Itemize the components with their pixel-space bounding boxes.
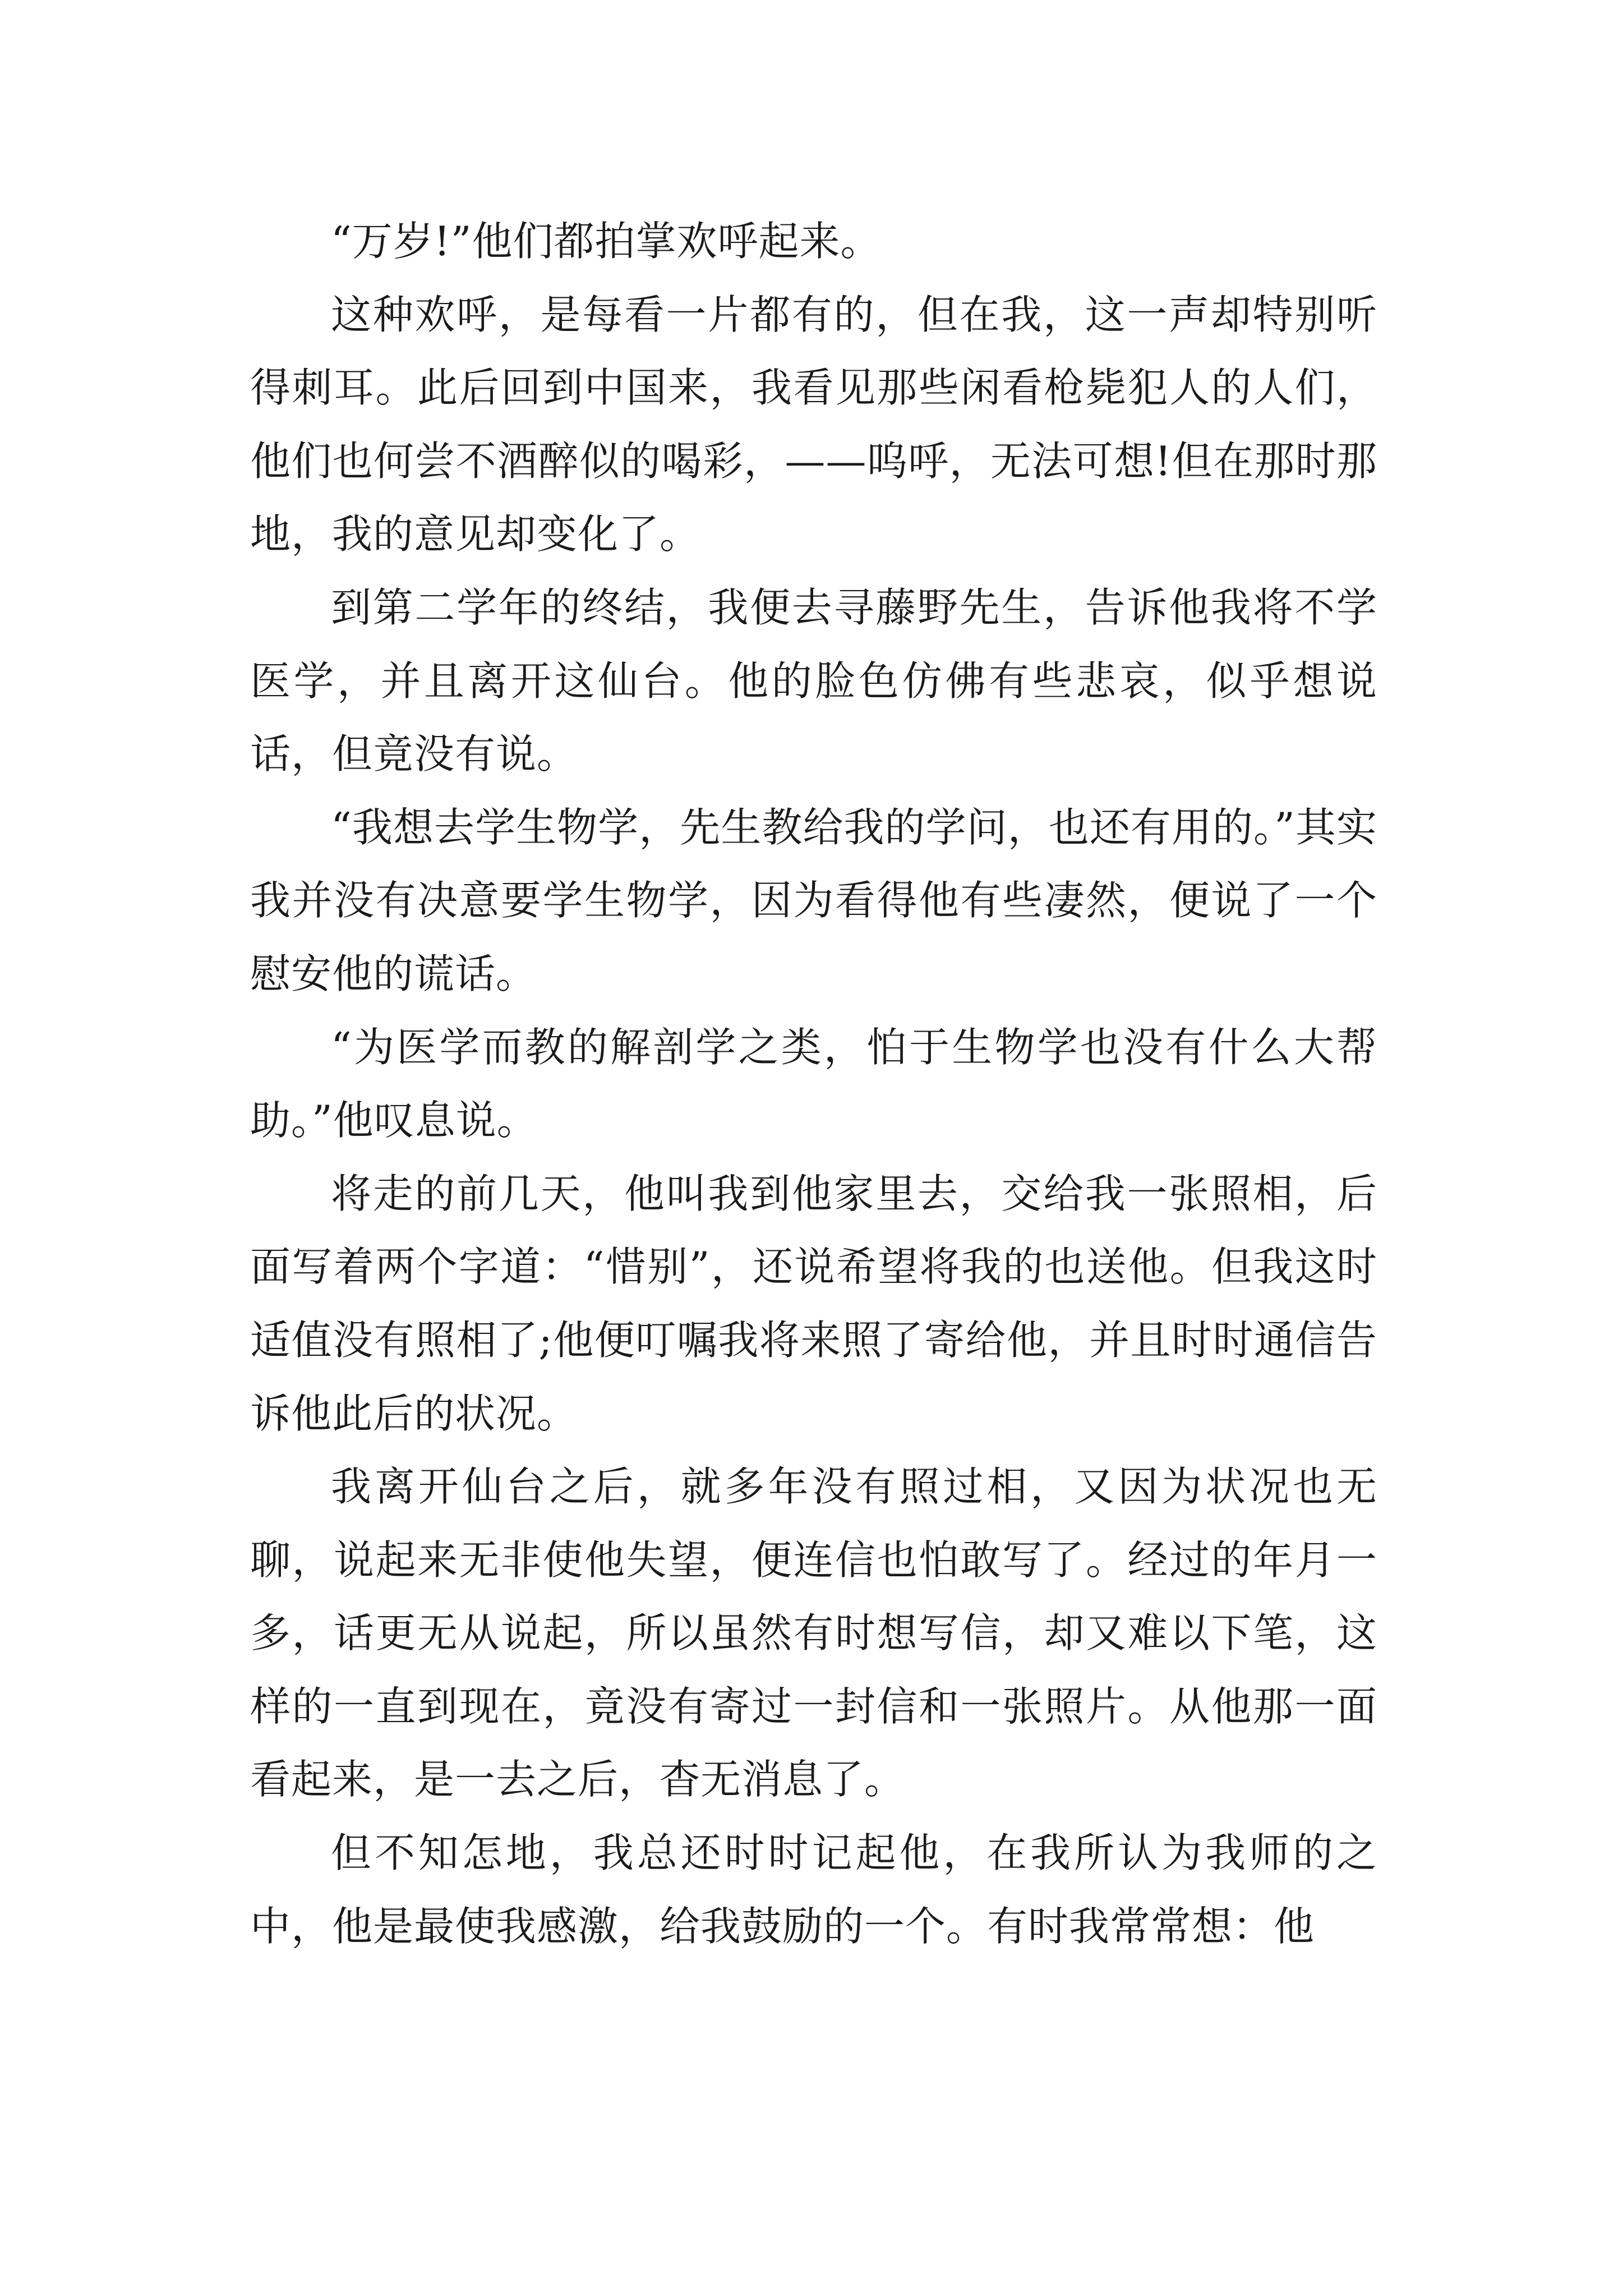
text-body [250, 205, 1377, 1963]
paragraph-2: 这种欢呼，是每看一片都有的，但在我，这一声却特别听得刺耳。此后回到中国来，我看见那些闲看枪毙犯人的人们，他们也何尝不酒醉似的喝彩，——呜呼，无法可想!但在那时那地，我的意见却变化了。 [250, 291, 1377, 558]
paragraph-8: 但不知怎地，我总还时时记起他，在我所认为我师的之中，他是最使我感激，给我鼓励的一个。有时我常常想：他 [250, 1829, 1377, 1950]
paragraph-7: 我离开仙台之后，就多年没有照过相，又因为状况也无聊，说起来无非使他失望，便连信也怕敢写了。经过的年月一多，话更无从说起，所以虽然有时想写信，却又难以下笔，这样的一直到现在，竟没有寄过一封信和一张照片。从他那一面看起来，是一去之后，杳无消息了。 [250, 1463, 1377, 1803]
paragraph-1: “万岁!”他们都拍掌欢呼起来。 [331, 218, 882, 265]
paragraph-6: 将走的前几天，他叫我到他家里去，交给我一张照相，后面写着两个字道：“惜别”，还说希望将我的也送他。但我这时适值没有照相了;他便叮嘱我将来照了寄给他，并且时时通信告诉他此后的状况。 [250, 1170, 1377, 1437]
paragraph-5: “为医学而教的解剖学之类，怕于生物学也没有什么大帮助。”他叹息说。 [250, 1023, 1377, 1144]
paragraph-4: “我想去学生物学，先生教给我的学问，也还有用的。”其实我并没有决意要学生物学，因为看得他有些凄然，便说了一个慰安他的谎话。 [250, 803, 1377, 997]
paragraph-3: 到第二学年的终结，我便去寻藤野先生，告诉他我将不学医学，并且离开这仙台。他的脸色仿佛有些悲哀，似乎想说话，但竟没有说。 [250, 583, 1377, 778]
